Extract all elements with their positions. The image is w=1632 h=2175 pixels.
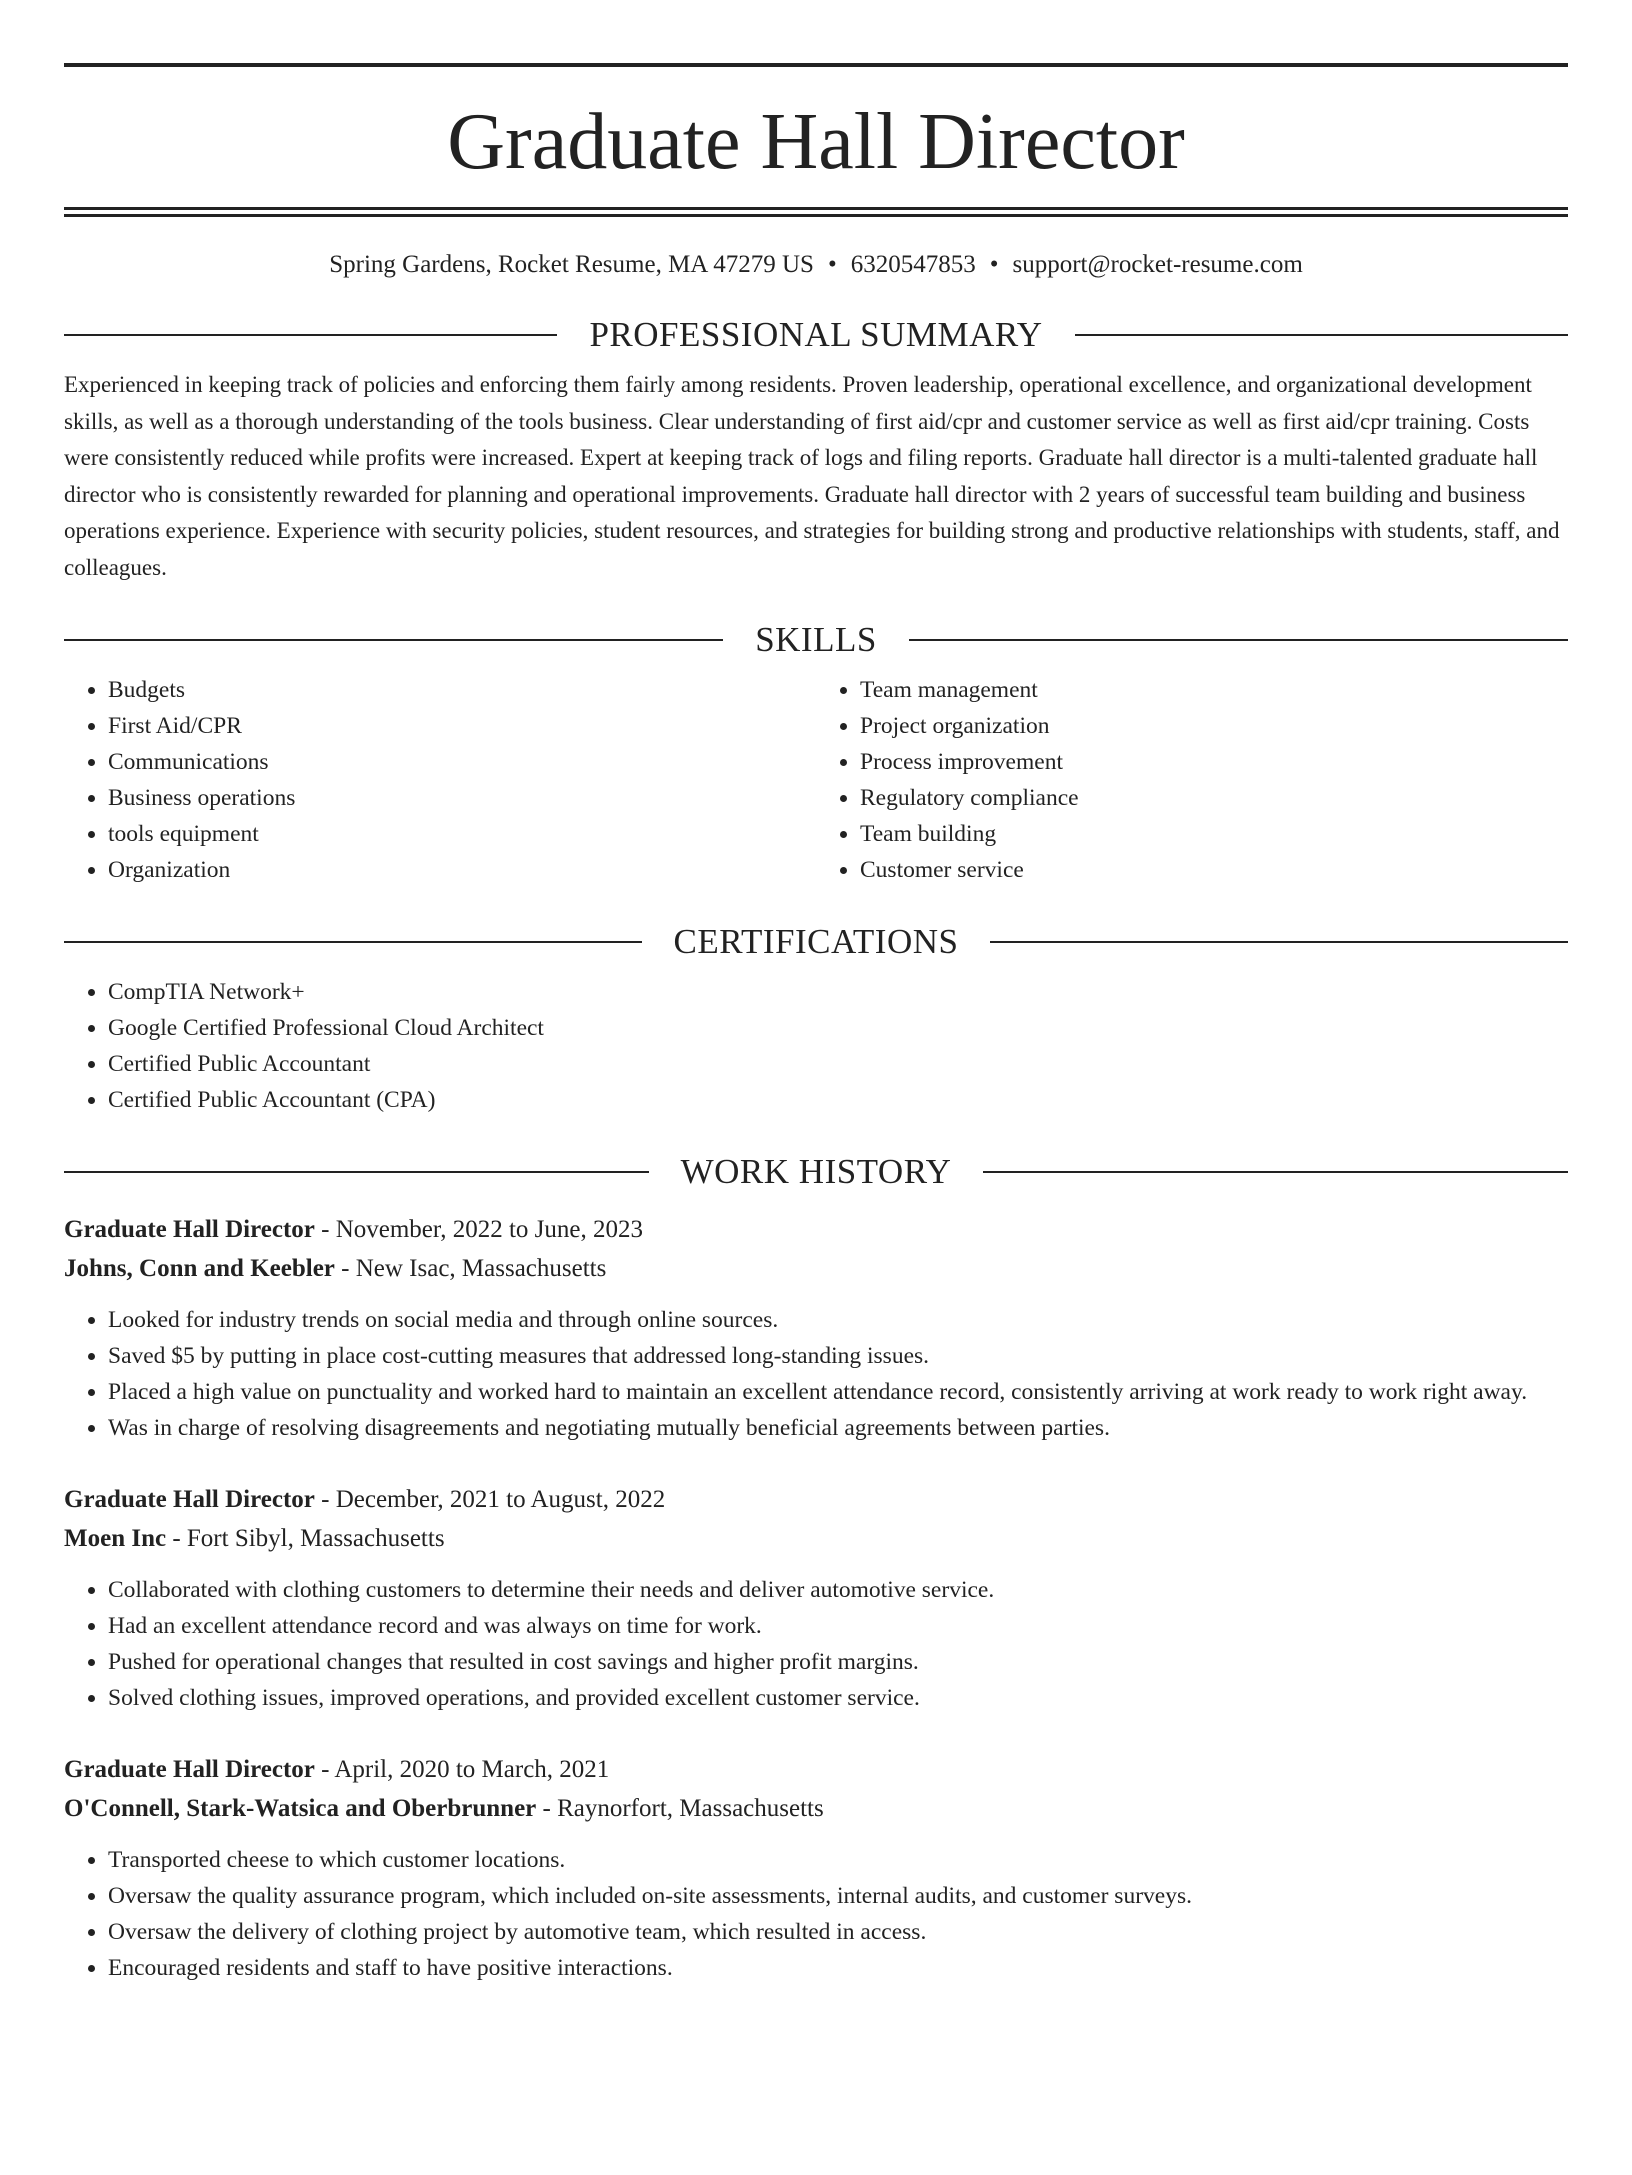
certification-item: • Google Certified Professional Cloud Architect — [108, 1010, 1568, 1046]
section-title: CERTIFICATIONS — [673, 922, 959, 961]
certification-item: • Certified Public Accountant (CPA) — [108, 1082, 1568, 1118]
job-bullet: • Encouraged residents and staff to have positive interactions. — [108, 1950, 1568, 1986]
job-company: Johns, Conn and Keebler — [64, 1255, 335, 1282]
job-bullets — [64, 1842, 1568, 1986]
job-company-line — [64, 1519, 1568, 1558]
section-heading-summary — [64, 315, 1568, 355]
job-role: Graduate Hall Director — [64, 1216, 315, 1243]
skill-item: • Team building — [860, 816, 1568, 852]
candidate-name: Graduate Hall Director — [447, 98, 1185, 186]
skill-item: • Organization — [108, 852, 816, 888]
certification-item: • Certified Public Accountant — [108, 1046, 1568, 1082]
job-bullet: • Oversaw the quality assurance program, which included on-site assessments, internal audits, and customer surveys. — [108, 1878, 1568, 1914]
section-heading-skills — [64, 620, 1568, 660]
job-title-line — [64, 1210, 1568, 1249]
job-bullets — [64, 1302, 1568, 1446]
job-role: Graduate Hall Director — [64, 1486, 315, 1513]
skill-item: • Business operations — [108, 780, 816, 816]
contact-address: Spring Gardens, Rocket Resume, MA 47279 US — [329, 251, 814, 278]
contact-separator: • — [989, 251, 999, 278]
skill-item: • First Aid/CPR — [108, 708, 816, 744]
heading-rule-right — [909, 639, 1568, 641]
job-location: - Fort Sibyl, Massachusetts — [166, 1525, 445, 1552]
job-entry — [64, 1750, 1568, 1986]
section-title: PROFESSIONAL SUMMARY — [589, 315, 1043, 354]
contact-line — [64, 249, 1568, 281]
skill-item: • tools equipment — [108, 816, 816, 852]
job-role: Graduate Hall Director — [64, 1756, 315, 1783]
job-entry — [64, 1480, 1568, 1716]
heading-rule-right — [990, 941, 1568, 943]
section-heading-certifications — [64, 922, 1568, 962]
job-bullet: • Had an excellent attendance record and was always on time for work. — [108, 1608, 1568, 1644]
job-company-line — [64, 1249, 1568, 1288]
job-bullet: • Was in charge of resolving disagreements and negotiating mutually beneficial agreements between parties. — [108, 1410, 1568, 1446]
job-company: Moen Inc — [64, 1525, 167, 1552]
skill-item: • Regulatory compliance — [860, 780, 1568, 816]
job-bullet: • Placed a high value on punctuality and worked hard to maintain an excellent attendance record, consistently arriving at work ready to work right away. — [108, 1374, 1568, 1410]
skills-list-left — [64, 672, 816, 888]
job-bullet: • Pushed for operational changes that resulted in cost savings and higher profit margins. — [108, 1644, 1568, 1680]
certification-item: • CompTIA Network+ — [108, 974, 1568, 1010]
skills-list-right — [816, 672, 1568, 888]
job-bullet: • Transported cheese to which customer locations. — [108, 1842, 1568, 1878]
contact-phone: 6320547853 — [850, 251, 976, 278]
skill-item: • Budgets — [108, 672, 816, 708]
skill-item: • Communications — [108, 744, 816, 780]
section-title: WORK HISTORY — [680, 1152, 952, 1191]
header-double-rule — [64, 207, 1568, 217]
skill-item: • Team management — [860, 672, 1568, 708]
heading-rule-left — [64, 1171, 649, 1173]
job-bullet: • Saved $5 by putting in place cost-cutting measures that addressed long-standing issues. — [108, 1338, 1568, 1374]
skill-item: • Customer service — [860, 852, 1568, 888]
heading-rule-right — [983, 1171, 1568, 1173]
job-location: - New Isac, Massachusetts — [334, 1255, 607, 1282]
job-company: O'Connell, Stark-Watsica and Oberbrunner — [64, 1795, 537, 1822]
heading-rule-left — [64, 941, 642, 943]
skill-item: • Process improvement — [860, 744, 1568, 780]
job-title-line — [64, 1480, 1568, 1519]
job-location: - Raynorfort, Massachusetts — [536, 1795, 824, 1822]
contact-separator: • — [827, 251, 837, 278]
job-entry — [64, 1210, 1568, 1446]
skill-item: • Project organization — [860, 708, 1568, 744]
job-title-line — [64, 1750, 1568, 1789]
job-dates: - April, 2020 to March, 2021 — [314, 1756, 610, 1783]
job-bullet: • Solved clothing issues, improved operations, and provided excellent customer service. — [108, 1680, 1568, 1716]
heading-rule-left — [64, 639, 723, 641]
resume-page — [0, 63, 1632, 2175]
contact-email: support@rocket-resume.com — [1012, 251, 1303, 278]
job-bullet: • Oversaw the delivery of clothing project by automotive team, which resulted in access. — [108, 1914, 1568, 1950]
heading-rule-right — [1075, 334, 1568, 336]
job-bullet: • Looked for industry trends on social media and through online sources. — [108, 1302, 1568, 1338]
job-dates: - November, 2022 to June, 2023 — [314, 1216, 643, 1243]
certifications-list — [64, 974, 1568, 1118]
job-bullet: • Collaborated with clothing customers to determine their needs and deliver automotive service. — [108, 1572, 1568, 1608]
skills-grid — [64, 672, 1568, 888]
summary-text: Experienced in keeping track of policies and enforcing them fairly among residents. Proven leadership, operational excellence, and organizational development skills, as well as a thorough understanding of the tools business. Clear understanding of first aid/cpr and customer service as well as first aid/cpr training. Costs were consistently reduced while profits were increased. Expert at keeping track of logs and filing reports. Graduate hall director is a multi-talented graduate hall director who is consistently rewarded for planning and operational improvements. Graduate hall director with 2 years of successful team building and business operations experience. Experience with security policies, student resources, and strategies for building strong and productive relationships with students, staff, and colleagues. — [64, 372, 1560, 580]
section-heading-work-history — [64, 1152, 1568, 1192]
heading-rule-left — [64, 334, 557, 336]
job-dates: - December, 2021 to August, 2022 — [314, 1486, 666, 1513]
section-title: SKILLS — [755, 620, 877, 659]
job-company-line — [64, 1789, 1568, 1828]
job-bullets — [64, 1572, 1568, 1716]
